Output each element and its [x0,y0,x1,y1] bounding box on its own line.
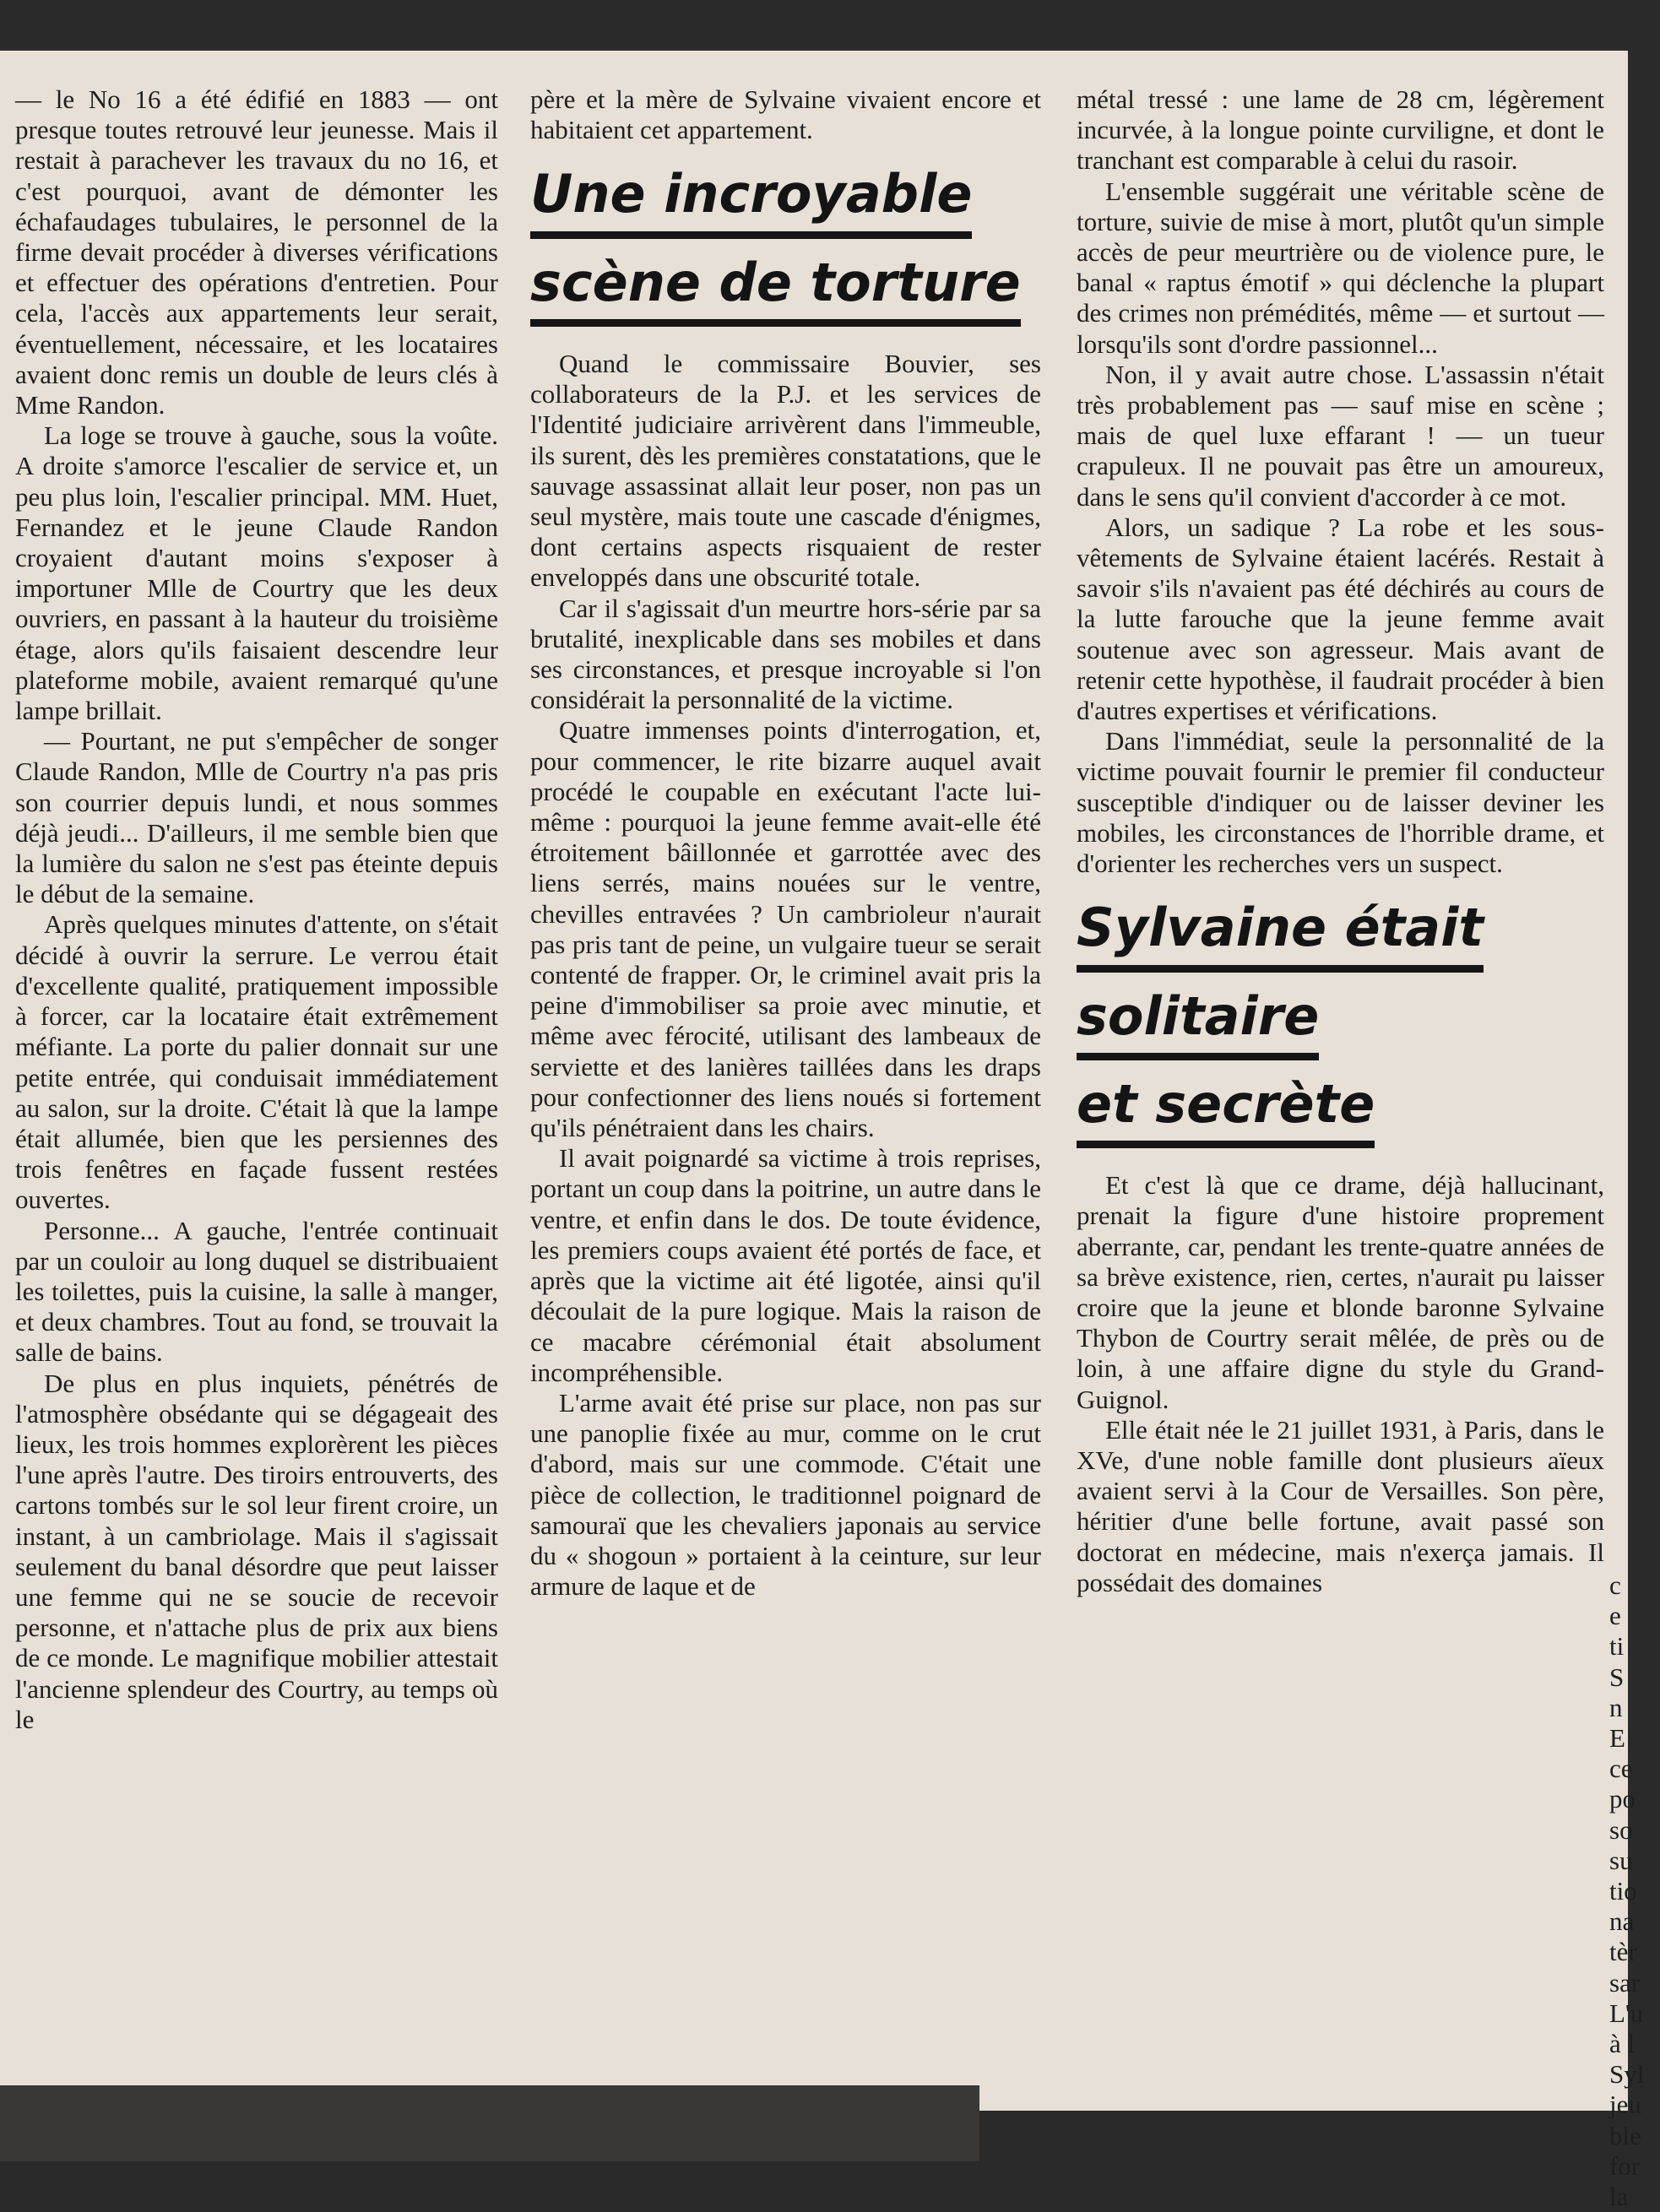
newspaper-page [0,51,1645,2212]
fragment-line: po [1609,1784,1636,1814]
paragraph: Car il s'agissait d'un meurtre hors-série par sa brutalité, inexplicable dans ses mobiles et dans ses circonstances, et presque incroyable si l'on considérait la personnalité de la victime. [530,593,1041,715]
fragment-line: for [1609,2150,1641,2181]
heading-line: solitaire [1077,986,1319,1060]
heading-line: scène de torture [530,252,1021,327]
paragraph: Il avait poignardé sa victime à trois reprises, portant un coup dans la poitrine, un autre dans le ventre, et enfin dans le dos. De toute évidence, les premiers coups avaient été portés de face, et après que la victime ait été ligotée, ainsi qu'il découlait de la pure logique. Mais la raison de ce macabre cérémonial était absolument incompréhensible. [530,1143,1041,1387]
fragment-line: ti [1609,1631,1625,1662]
paragraph: De plus en plus inquiets, pénétrés de l'atmosphère obsédante qui se dégageait des lieux, les trois hommes explorèrent les pièces l'une après l'autre. Des tiroirs entrouverts, des cartons tombés sur le sol leur firent croire, un instant, à un cambriolage. Mais il s'agissait seulement du banal désordre que peut laisser une femme qui ne se soucie de recevoir personne, et n'attache plus de prix aux biens de ce monde. Le magnifique mobilier attestait l'ancienne splendeur des Courtry, au temps où le [15,1368,498,1734]
paragraph: — Pourtant, ne put s'empêcher de songer Claude Randon, Mlle de Courtry n'a pas pris son courrier depuis lundi, et nous sommes déjà jeudi... D'ailleurs, il me semble bien que la lumière du salon ne s'est pas éteinte depuis le début de la semaine. [15,726,498,909]
fragment-line: tio [1609,1876,1637,1906]
fragment-line: E [1609,1723,1625,1754]
fragment-line: Syl [1609,2059,1645,2090]
fragment-line: sar [1609,1967,1641,1998]
fragment-line: S [1609,1662,1625,1692]
paragraph: Après quelques minutes d'attente, on s'était décidé à ouvrir la serrure. Le verrou était d'excellente qualité, pratiquement impossible à forcer, car la locataire était extrêmement méfiante. La porte du palier donnait sur une petite entrée, qui conduisait immédiatement au salon, sur la droite. C'était là que la lampe était allumée, bien que les persiennes des trois fenêtres en façade fussent restées ouvertes. [15,909,498,1215]
paragraph: L'ensemble suggérait une véritable scène de torture, suivie de mise à mort, plutôt qu'un simple accès de peur meurtrière ou de violence pure, le banal « raptus émotif » qui déclenche la plupart des crimes non prémédités, même — et surtout — lorsqu'ils sont d'ordre passionnel... [1077,176,1604,359]
paragraph: Alors, un sadique ? La robe et les sous-vêtements de Sylvaine étaient lacérés. Restait à savoir s'ils n'avaient pas été déchirés au cours de la lutte farouche que la jeune femme avait soutenue avec son agresseur. Mais avant de retenir cette hypothèse, il faudrait procéder à bien d'autres expertises et vérifications. [1077,512,1604,726]
paragraph: L'arme avait été prise sur place, non pas sur une panoplie fixée au mur, comme on le crut d'abord, mais sur une commode. C'était une pièce de collection, le traditionnel poignard de samouraï que les chevaliers japonais au service du « shogoun » portaient à la ceinture, sur leur armure de laque et de [530,1387,1041,1602]
fragment-line: la [1609,2182,1629,2212]
column-1 [15,84,498,1735]
paragraph: Quatre immenses points d'interrogation, et, pour commencer, le rite bizarre auquel avait procédé le coupable en exécutant l'acte lui-même : pourquoi la jeune femme avait-elle été étroitement bâillonnée et garrottée avec des liens serrés, mains nouées sur le ventre, chevilles entravées ? Un cambrioleur n'aurait pas pris tant de peine, un vulgaire tueur se serait contenté de frapper. Or, le criminel avait pris la peine d'immobiliser sa proie avec minutie, et même avec férocité, utilisant des lambeaux de serviette et des lanières taillées dans les draps pour confectionner des liens noués si fortement qu'ils pénétraient dans les chairs. [530,715,1041,1143]
paragraph: Elle était née le 21 juillet 1931, à Paris, dans le XVe, d'une noble famille dont plusieurs aïeux avaient servi à la Cour de Versailles. Son père, héritier d'une belle fortune, avait passé son doctorat en médecine, mais n'exerça jamais. Il possédait des domaines [1077,1414,1604,1597]
fragment-line: n [1609,1692,1623,1722]
paragraph: Personne... A gauche, l'entrée continuait par un couloir au long duquel se distribuaient les toilettes, puis la cuisine, la salle à manger, et deux chambres. Tout au fond, se trouvait la salle de bains. [15,1215,498,1368]
paragraph: — le No 16 a été édifié en 1883 — ont presque toutes retrouvé leur jeunesse. Mais il restait à parachever les travaux du no 16, et c'est pourquoi, avant de démonter les échafaudages tubulaires, le personnel de la firme devait procéder à diverses vérifications et effectuer des opérations d'entretien. Pour cela, l'accès aux appartements leur serait, éventuellement, nécessaire, et les locataires avaient donc remis un double de leurs clés à Mme Randon. [15,84,498,420]
fragment-line: ce [1609,1754,1633,1784]
fragment-line: L'u [1609,1998,1644,2028]
fragment-line: ble [1609,2120,1641,2150]
fragment-line: e [1609,1601,1621,1631]
column-2 [530,84,1041,1602]
fragment-line: tèr [1609,1937,1637,1967]
scan-border-bottom [0,2085,979,2161]
paragraph: Dans l'immédiat, seule la personnalité de la victime pouvait fournir le premier fil conducteur susceptible d'indiquer ou de laisser deviner les mobiles, les circonstances de l'horrible drame, et d'orienter les recherches vers un suspect. [1077,726,1604,879]
paragraph: métal tressé : une lame de 28 cm, légèrement incurvée, à la longue pointe curviligne, et dont le tranchant est comparable à celui du rasoir. [1077,84,1604,176]
fragment-line: na [1609,1906,1635,1937]
column-3 [1077,84,1604,1598]
fragment-line: so [1609,1814,1633,1845]
fragment-line: c [1609,1570,1621,1600]
section-heading-sylvaine [1077,897,1604,1148]
column-4-cropped [1609,1570,1660,2212]
paragraph: père et la mère de Sylvaine vivaient encore et habitaient cet appartement. [530,84,1041,145]
paragraph: Et c'est là que ce drame, déjà hallucinant, prenait la figure d'une histoire proprement aberrante, car, pendant les trente-quatre années de sa brève existence, rien, certes, n'aurait pu laisser croire que la jeune et blonde baronne Sylvaine Thybon de Courtry serait mêlée, de près ou de loin, à une affaire digne du style du Grand-Guignol. [1077,1170,1604,1414]
fragment-line: à l [1609,2029,1636,2059]
paragraph: Quand le commissaire Bouvier, ses collaborateurs de la P.J. et les services de l'Identité judiciaire arrivèrent dans l'immeuble, ils surent, dès les premières constatations, que le sauvage assassinat allait leur poser, non pas un seul mystère, mais toute une cascade d'énigmes, dont certains aspects risquaient de rester enveloppés dans une obscurité totale. [530,349,1041,593]
heading-line: Une incroyable [530,164,972,238]
scan-border-top [0,0,1628,51]
paragraph: Non, il y avait autre chose. L'assassin n'était très probablement pas — sauf mise en scène ; mais de quel luxe effarant ! — un tueur crapuleux. Il ne pouvait pas être un amoureux, dans le sens qu'il convient d'accorder à ce mot. [1077,359,1604,512]
fragment-line: jeu [1609,2090,1641,2120]
fragment-line: su [1609,1845,1633,1875]
heading-line: et secrète [1077,1074,1375,1148]
heading-line: Sylvaine était [1077,897,1484,972]
section-heading-torture [530,164,1041,327]
paragraph: La loge se trouve à gauche, sous la voûte. A droite s'amorce l'escalier de service et, un peu plus loin, l'escalier principal. MM. Huet, Fernandez et le jeune Claude Randon croyaient d'autant moins s'exposer à importuner Mlle de Courtry que les deux ouvriers, en passant à la hauteur du troisième étage, alors qu'ils faisaient descendre leur plateforme mobile, avaient remarqué qu'une lampe brillait. [15,420,498,726]
